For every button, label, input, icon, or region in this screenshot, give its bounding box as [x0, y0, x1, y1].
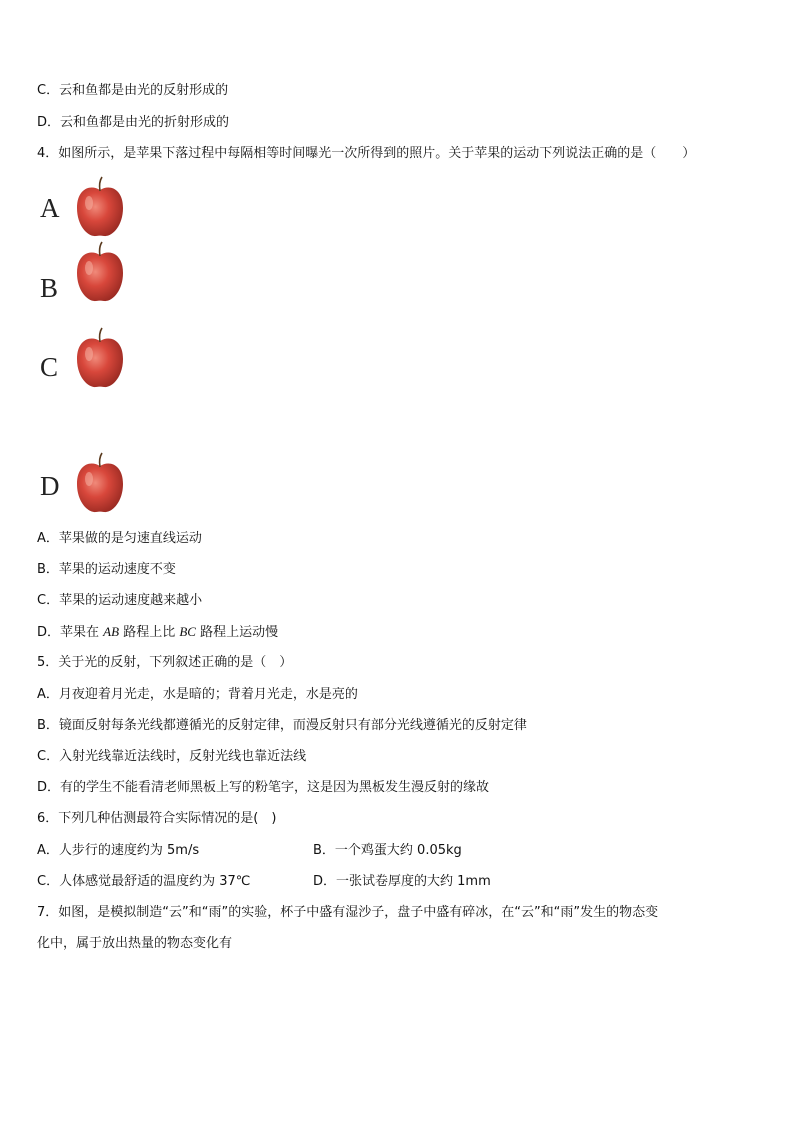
q4-option-b: B．苹果的运动速度不变: [37, 562, 176, 577]
q5-stem: 5．关于光的反射，下列叙述正确的是（ ）: [37, 655, 293, 670]
segment-bc: BC: [179, 624, 196, 639]
q4-option-d: [37, 623, 278, 642]
q4-option-a: A．苹果做的是匀速直线运动: [37, 531, 202, 546]
q6-option-d: D．一张试卷厚度的大约 1mm: [313, 874, 491, 889]
q6-option-c: C．人体感觉最舒适的温度约为 37℃: [37, 874, 251, 889]
q7-stem-line2: 化中，属于放出热量的物态变化有: [37, 936, 233, 951]
q3-option-d: D．云和鱼都是由光的折射形成的: [37, 115, 230, 130]
q4-option-d-middle: 路程上比: [123, 625, 176, 640]
apple-icon: [73, 452, 127, 514]
apple-icon: [73, 176, 127, 238]
q5-option-b: B．镜面反射每条光线都遵循光的反射定律，而漫反射只有部分光线遵循光的反射定律: [37, 718, 527, 733]
q5-option-a: A．月夜迎着月光走，水是暗的；背着月光走，水是亮的: [37, 687, 358, 702]
q6-stem: 6．下列几种估测最符合实际情况的是( ): [37, 811, 277, 826]
q6-option-b: B．一个鸡蛋大约 0.05kg: [313, 843, 462, 858]
q4-stem: 4．如图所示，是苹果下落过程中每隔相等时间曝光一次所得到的照片。关于苹果的运动下列说法正确的是（ ）: [37, 146, 696, 161]
segment-ab: AB: [103, 624, 120, 639]
figure-label-b: B: [40, 273, 59, 303]
q4-option-c: C．苹果的运动速度越来越小: [37, 593, 203, 608]
figure-label-a: A: [40, 193, 60, 223]
q4-option-d-suffix: 路程上运动慢: [200, 625, 279, 640]
figure-label-c: C: [40, 352, 59, 382]
q6-option-a: A．人步行的速度约为 5m/s: [37, 843, 200, 858]
apple-icon: [73, 327, 127, 389]
q5-option-c: C．入射光线靠近法线时，反射光线也靠近法线: [37, 749, 307, 764]
q5-option-d: D．有的学生不能看清老师黑板上写的粉笔字，这是因为黑板发生漫反射的缘故: [37, 780, 490, 795]
figure-label-d: D: [40, 471, 60, 501]
q7-stem-line1: 7．如图，是模拟制造“云”和“雨”的实验，杯子中盛有湿沙子，盘子中盛有碎冰，在“云”和“雨”发生的物态变: [37, 905, 659, 920]
q4-option-d-prefix: D．苹果在: [37, 625, 100, 640]
apple-icon: [73, 241, 127, 303]
q3-option-c: C．云和鱼都是由光的反射形成的: [37, 83, 229, 98]
